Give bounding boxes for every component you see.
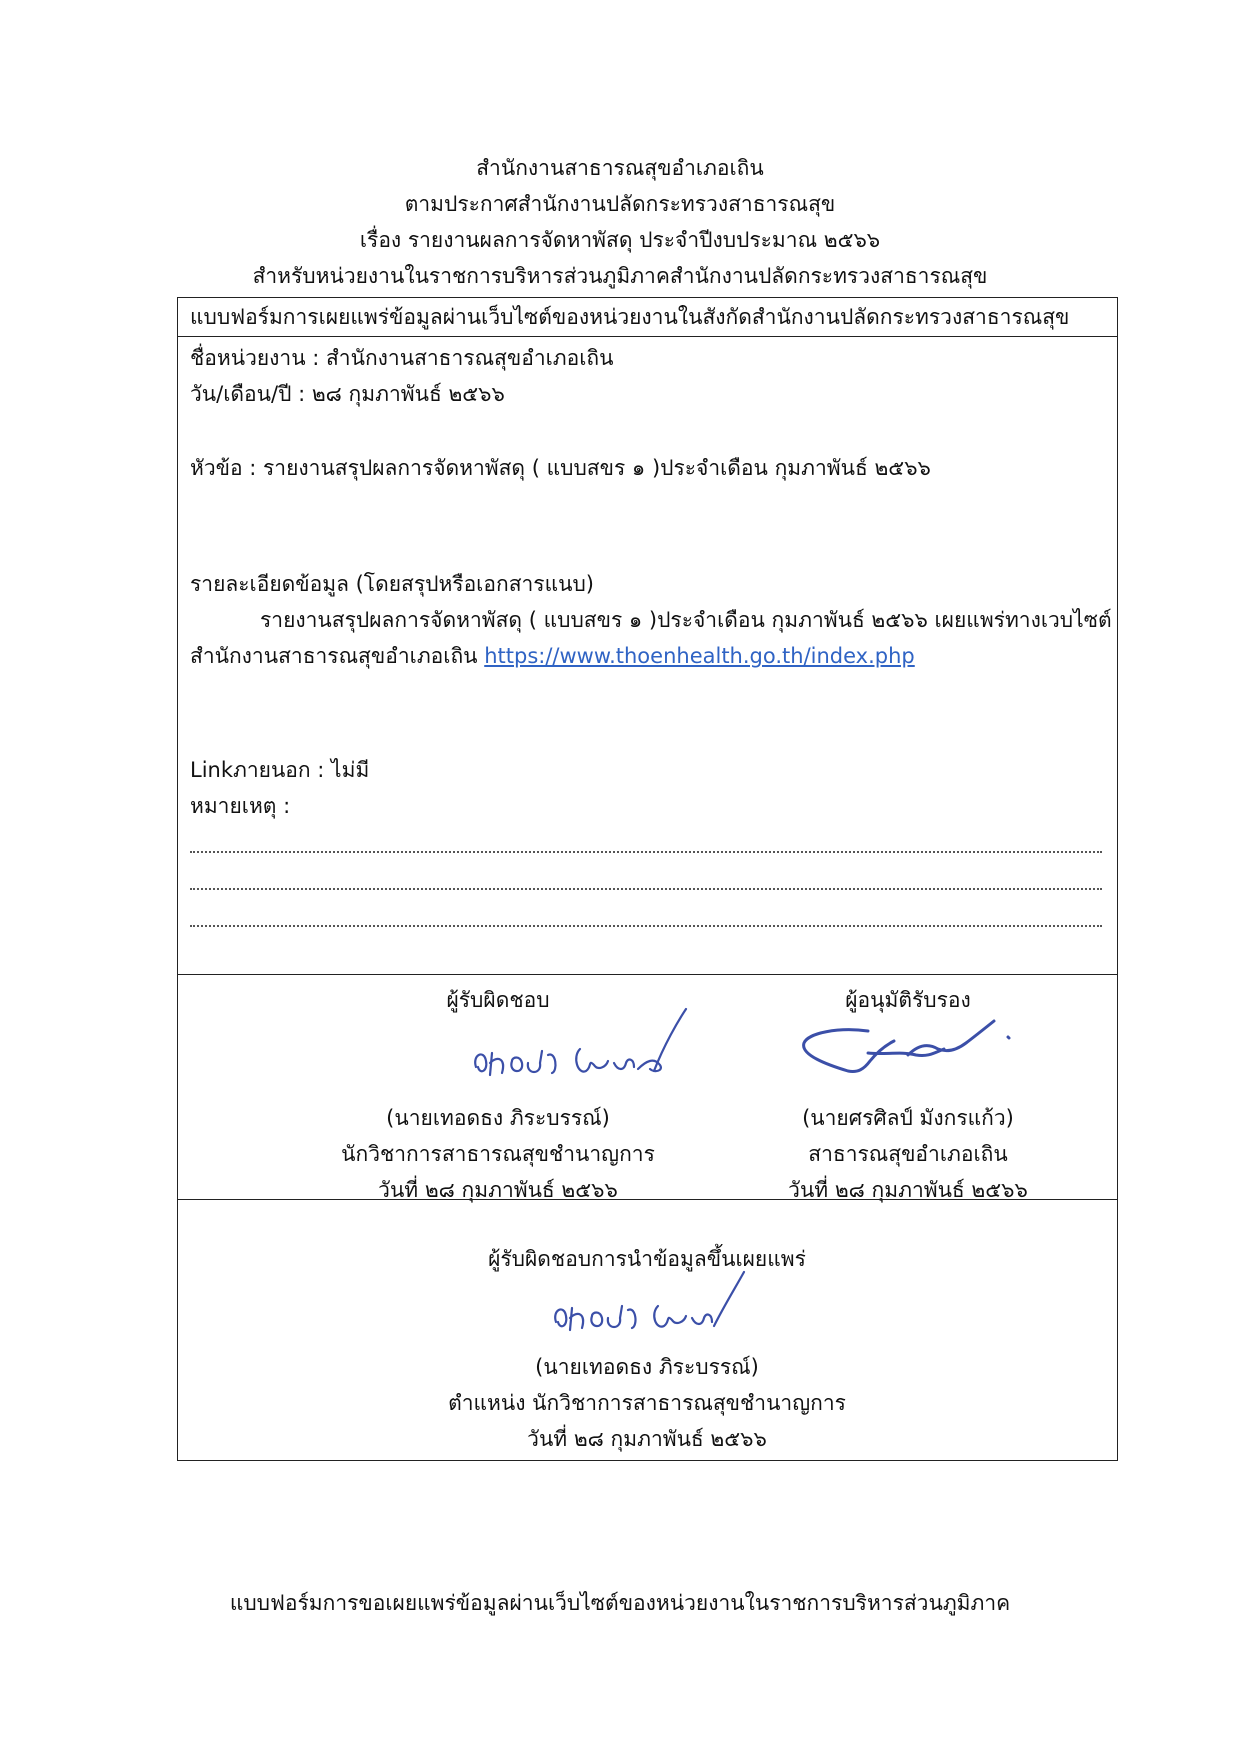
publisher-signature-image bbox=[548, 1270, 748, 1350]
publisher-name: (นายเทอดธง ภิระบรรณ์) bbox=[535, 1355, 759, 1379]
website-link[interactable]: https://www.thoenhealth.go.th/index.php bbox=[484, 644, 915, 668]
right-date: วันที่ ๒๘ กุมภาพันธ์ ๒๕๖๖ bbox=[788, 1178, 1028, 1202]
remarks-label: หมายเหตุ : bbox=[190, 794, 291, 818]
publisher-position: ตำแหน่ง นักวิชาการสาธารณสุขชำนาญการ bbox=[448, 1391, 846, 1415]
form-subject: หัวข้อ : รายงานสรุปผลการจัดหาพัสดุ ( แบบสขร ๑ )ประจำเดือน กุมภาพันธ์ ๒๕๖๖ bbox=[190, 456, 931, 480]
detail-heading: รายละเอียดข้อมูล (โดยสรุปหรือเอกสารแนบ) bbox=[190, 572, 594, 596]
detail-line-2 bbox=[190, 641, 915, 671]
left-role: ผู้รับผิดชอบ bbox=[446, 988, 550, 1012]
publisher-section bbox=[177, 1199, 1118, 1461]
agency-name: ชื่อหน่วยงาน : สำนักงานสาธารณสุขอำเภอเถิน bbox=[190, 346, 614, 370]
left-date: วันที่ ๒๘ กุมภาพันธ์ ๒๕๖๖ bbox=[378, 1178, 618, 1202]
remarks-dotted-line-3 bbox=[190, 923, 1102, 927]
right-signature-image bbox=[798, 1015, 1018, 1085]
header-line-3: เรื่อง รายงานผลการจัดหาพัสดุ ประจำปีงบประมาณ ๒๕๖๖ bbox=[359, 228, 881, 252]
detail-agency-text: สำนักงานสาธารณสุขอำเภอเถิน bbox=[190, 644, 478, 668]
remarks-dotted-line-2 bbox=[190, 886, 1102, 890]
left-position: นักวิชาการสาธารณสุขชำนาญการ bbox=[341, 1142, 655, 1166]
publisher-date: วันที่ ๒๘ กุมภาพันธ์ ๒๕๖๖ bbox=[527, 1427, 767, 1451]
footer-text: แบบฟอร์มการขอเผยแพร่ข้อมูลผ่านเว็บไซต์ของหน่วยงานในราชการบริหารส่วนภูมิภาค bbox=[229, 1591, 1011, 1615]
header-line-1: สำนักงานสาธารณสุขอำเภอเถิน bbox=[476, 156, 764, 180]
left-name: (นายเทอดธง ภิระบรรณ์) bbox=[386, 1106, 610, 1130]
remarks-dotted-line-1 bbox=[190, 849, 1102, 853]
form-title: แบบฟอร์มการเผยแพร่ข้อมูลผ่านเว็บไซต์ของหน่วยงานในสังกัดสำนักงานปลัดกระทรวงสาธารณสุข bbox=[190, 305, 1070, 329]
form-date: วัน/เดือน/ปี : ๒๘ กุมภาพันธ์ ๒๕๖๖ bbox=[190, 382, 505, 406]
detail-line-1: รายงานสรุปผลการจัดหาพัสดุ ( แบบสขร ๑ )ประจำเดือน กุมภาพันธ์ ๒๕๖๖ เผยแพร่ทางเวบไซต์ bbox=[260, 608, 1112, 632]
right-name: (นายศรศิลป์ มังกรแก้ว) bbox=[802, 1106, 1014, 1130]
right-position: สาธารณสุขอำเภอเถิน bbox=[808, 1142, 1008, 1166]
signature-section bbox=[177, 974, 1118, 1200]
header-line-2: ตามประกาศสำนักงานปลัดกระทรวงสาธารณสุข bbox=[404, 192, 836, 216]
publisher-role: ผู้รับผิดชอบการนำข้อมูลขึ้นเผยแพร่ bbox=[488, 1247, 806, 1271]
form-title-row bbox=[177, 297, 1118, 337]
header-line-4: สำหรับหน่วยงานในราชการบริหารส่วนภูมิภาคสำนักงานปลัดกระทรวงสาธารณสุข bbox=[252, 264, 988, 288]
form-info-section bbox=[177, 336, 1118, 975]
external-link-note: Linkภายนอก : ไม่มี bbox=[190, 758, 370, 782]
left-signature-image bbox=[468, 1005, 688, 1095]
right-role: ผู้อนุมัติรับรอง bbox=[845, 988, 971, 1012]
